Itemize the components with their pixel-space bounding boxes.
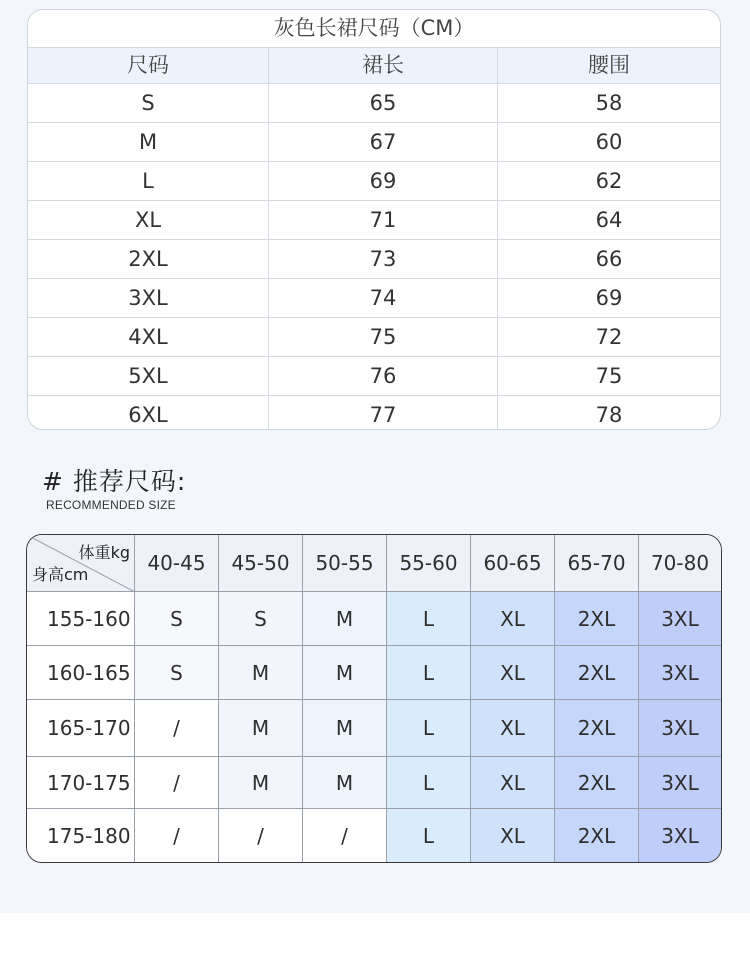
size-recommendation: L bbox=[387, 700, 471, 757]
size-cell: S bbox=[28, 84, 269, 123]
size-chart-grid bbox=[28, 48, 720, 430]
size-cell: 6XL bbox=[28, 396, 269, 430]
size-recommendation: XL bbox=[471, 646, 555, 700]
length-cell: 76 bbox=[269, 357, 498, 396]
size-cell: L bbox=[28, 162, 269, 201]
weight-header: 55-60 bbox=[387, 535, 471, 592]
size-recommendation: 3XL bbox=[639, 646, 721, 700]
size-recommendation: M bbox=[219, 757, 303, 809]
waist-cell: 75 bbox=[498, 357, 720, 396]
waist-cell: 69 bbox=[498, 279, 720, 318]
height-row-label: 165-170 bbox=[27, 700, 135, 757]
height-axis-label: 身高cm bbox=[32, 565, 89, 584]
length-cell: 74 bbox=[269, 279, 498, 318]
recommendation-table bbox=[26, 534, 722, 863]
size-cell: XL bbox=[28, 201, 269, 240]
waist-cell: 60 bbox=[498, 123, 720, 162]
size-recommendation: 2XL bbox=[555, 646, 639, 700]
size-recommendation: XL bbox=[471, 592, 555, 646]
height-row-label: 175-180 bbox=[27, 809, 135, 862]
length-cell: 75 bbox=[269, 318, 498, 357]
height-row-label: 170-175 bbox=[27, 757, 135, 809]
weight-header: 70-80 bbox=[639, 535, 721, 592]
size-chart-table bbox=[27, 9, 721, 430]
header-size: 尺码 bbox=[28, 48, 269, 84]
size-cell: 5XL bbox=[28, 357, 269, 396]
size-recommendation: L bbox=[387, 757, 471, 809]
waist-cell: 72 bbox=[498, 318, 720, 357]
waist-cell: 78 bbox=[595, 403, 623, 427]
height-row-label: 155-160 bbox=[27, 592, 135, 646]
size-recommendation: M bbox=[303, 757, 387, 809]
weight-axis-label: 体重kg bbox=[78, 543, 130, 562]
size-recommendation: / bbox=[135, 700, 219, 757]
size-recommendation: S bbox=[135, 592, 219, 646]
size-cell: 2XL bbox=[28, 240, 269, 279]
length-cell: 65 bbox=[269, 84, 498, 123]
weight-header: 65-70 bbox=[555, 535, 639, 592]
size-recommendation: / bbox=[135, 757, 219, 809]
size-cell: M bbox=[28, 123, 269, 162]
weight-header: 60-65 bbox=[471, 535, 555, 592]
size-recommendation: S bbox=[135, 646, 219, 700]
size-recommendation: M bbox=[303, 700, 387, 757]
waist-cell: 62 bbox=[498, 162, 720, 201]
size-recommendation: S bbox=[219, 592, 303, 646]
header-waist: 腰围 bbox=[498, 48, 720, 84]
size-recommendation: L bbox=[387, 809, 471, 862]
recommended-title: # 推荐尺码: bbox=[42, 467, 187, 496]
size-cell: 3XL bbox=[28, 279, 269, 318]
waist-cell: 64 bbox=[498, 201, 720, 240]
recommended-subtitle: RECOMMENDED SIZE bbox=[46, 498, 176, 512]
length-cell: 71 bbox=[269, 201, 498, 240]
size-recommendation: 3XL bbox=[639, 592, 721, 646]
size-recommendation: 3XL bbox=[639, 757, 721, 809]
header-skirt-length: 裙长 bbox=[269, 48, 498, 84]
size-recommendation: 2XL bbox=[555, 592, 639, 646]
length-cell: 77 bbox=[269, 396, 498, 430]
size-recommendation: M bbox=[219, 700, 303, 757]
size-recommendation: M bbox=[303, 646, 387, 700]
size-recommendation: XL bbox=[471, 700, 555, 757]
length-cell: 67 bbox=[269, 123, 498, 162]
weight-header: 40-45 bbox=[135, 535, 219, 592]
size-recommendation: 3XL bbox=[639, 700, 721, 757]
size-chart-title: 灰色长裙尺码（CM） bbox=[28, 10, 720, 48]
size-recommendation: 3XL bbox=[639, 809, 721, 862]
waist-cell: 58 bbox=[498, 84, 720, 123]
waist-cell: 66 bbox=[498, 240, 720, 279]
size-recommendation: 2XL bbox=[555, 757, 639, 809]
size-recommendation: M bbox=[219, 646, 303, 700]
size-recommendation: XL bbox=[471, 809, 555, 862]
size-recommendation: L bbox=[387, 646, 471, 700]
length-cell: 69 bbox=[269, 162, 498, 201]
size-cell: 4XL bbox=[28, 318, 269, 357]
size-recommendation: XL bbox=[471, 757, 555, 809]
size-recommendation: / bbox=[219, 809, 303, 862]
weight-header: 50-55 bbox=[303, 535, 387, 592]
weight-header: 45-50 bbox=[219, 535, 303, 592]
size-recommendation: / bbox=[135, 809, 219, 862]
length-cell: 73 bbox=[269, 240, 498, 279]
size-recommendation: 2XL bbox=[555, 809, 639, 862]
height-row-label: 160-165 bbox=[27, 646, 135, 700]
corner-header bbox=[27, 535, 135, 592]
size-recommendation: M bbox=[303, 592, 387, 646]
size-recommendation: L bbox=[387, 592, 471, 646]
size-recommendation: 2XL bbox=[555, 700, 639, 757]
size-recommendation: / bbox=[303, 809, 387, 862]
